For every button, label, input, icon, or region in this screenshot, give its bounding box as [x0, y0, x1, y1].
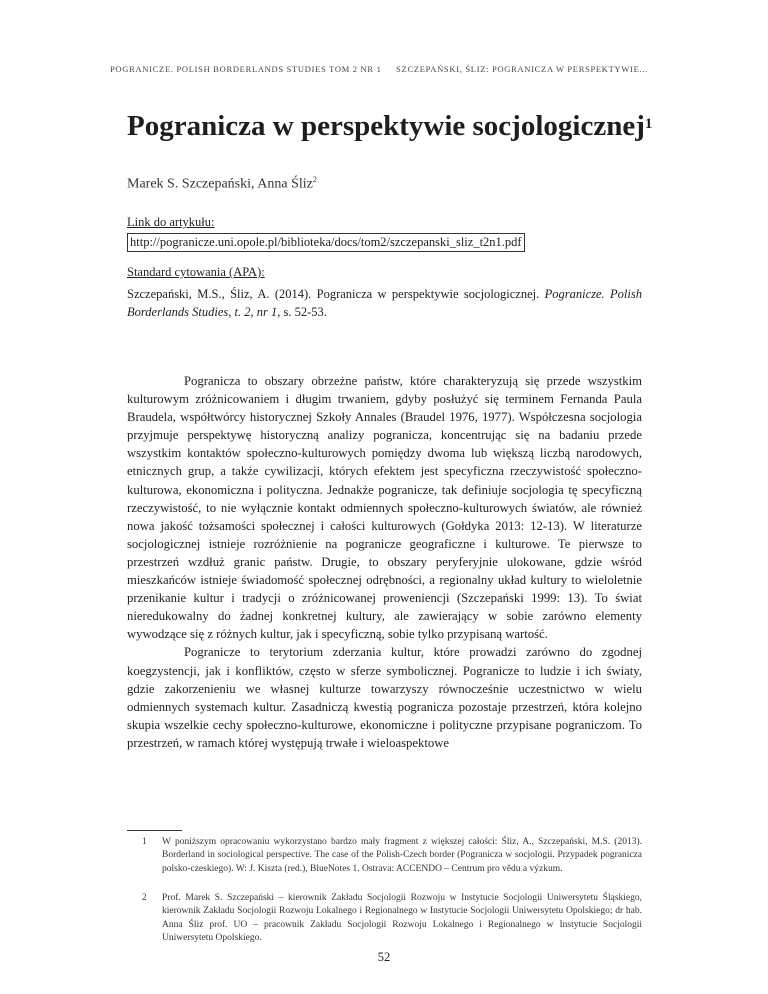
- link-label: Link do artykułu:: [127, 215, 215, 229]
- body-paragraph-2: Pogranicze to terytorium zderzania kultur, które prowadzi zarówno do zgodnej koegzystencji, jak i konfliktów, często w sferze symbolicznej. Pogranicze to ludzie i ich światy, gdzie zakorzenieniu we własnej kulturze towarzyszy równocześnie uczestnictwo w wielu odmiennych systemach kultur. Zasadniczą kwestią pogranicza pozostaje przestrzeń, która kolejno skupia wszelkie cechy społeczno-kulturowe, ekonomiczne i polityczne przypisane pograniczom. To przestrzeń, w ramach której występują trwałe i wieloaspektowe: [127, 645, 642, 750]
- footnote-1-number: 1: [142, 837, 147, 847]
- authors-footnote-marker[interactable]: 2: [312, 175, 317, 184]
- footnote-2-text: Prof. Marek S. Szczepański – kierownik Zakładu Socjologii Rozwoju w Instytucie Socjologii Uniwersytetu Śląskiego, kierownik Zakładu Socjologii Rozwoju Lokalnego i Regionalnego w Instytucie Socjologii Uniwersytetu Opolskiego; dr hab. Anna Śliz prof. UO – pracownik Zakładu Socjologii Rozwoju Lokalnego i Regionalnego w Instytucie Socjologii Uniwersytetu Opolskiego.: [162, 893, 642, 944]
- authors-text: Marek S. Szczepański, Anna Śliz: [127, 176, 313, 192]
- article-authors: [127, 175, 317, 193]
- footnote-divider: [127, 830, 182, 831]
- citation-label: Standard cytowania (APA):: [127, 265, 265, 279]
- citation-text: [127, 285, 642, 321]
- title-footnote-marker[interactable]: 1: [644, 116, 653, 132]
- article-body: [127, 372, 642, 752]
- citation-authors-title: Szczepański, M.S., Śliz, A. (2014). Pogranicza w perspektywie socjologicznej.: [127, 287, 545, 301]
- article-link[interactable]: http://pogranicze.uni.opole.pl/biblioteka/docs/tom2/szczepanski_sliz_t2n1.pdf: [127, 233, 525, 252]
- citation-pages: , s. 52-53.: [277, 305, 327, 319]
- running-header-journal: POGRANICZE. POLISH BORDERLANDS STUDIES TOM 2 NR 1: [110, 64, 382, 74]
- page-number: 52: [377, 950, 391, 964]
- running-header-authors: SZCZEPAŃSKI, ŚLIZ: POGRANICZA W PERSPEKTYWIE...: [396, 64, 648, 74]
- footnote-1: [127, 836, 642, 876]
- footnote-2-number: 2: [142, 893, 147, 903]
- body-paragraph-1: Pogranicza to obszary obrzeżne państw, które charakteryzują się przede wszystkim kulturowym zróżnicowaniem i długim trwaniem, gdyby posłużyć się terminem Fernanda Paula Braudela, współtwórcy historycznej Szkoły Annales (Braudel 1976, 1977). Współczesna socjologia przyjmuje perspektywę historyczną analizy pogranicza, koncentrując się na badaniu przede wszystkim kontaktów społeczno-kulturowych pomiędzy dwoma lub większą liczbą narodowych, etnicznych grup, a także cywilizacji, których efektem jest specyficzna rzeczywistość społeczno-kulturowa, ekonomiczna i polityczna. Jednakże pogranicze, tak definiuje socjologia tę specyficzną rzeczywistość, to nie wyłącznie kontakt odmiennych społeczno-kulturowych światów, ale również nowa jakość tożsamości społecznej i całości kulturowych (Gołdyka 2013: 12-13). W literaturze socjologicznej istnieje rozróżnienie na pogranicze geograficzne i kulturowe. Te pierwsze to przestrzeń wzdłuż granic państw. Drugie, to obszary peryferyjnie ulokowane, gdzie wśród mieszkańców istnieje świadomość społecznej odrębności, a regionalny układ kultury to wieloletnie przenikanie kultur i tradycji o zróżnicowanej proweniencji (Szczepański 1999: 13). To świat nieredukowalny do żadnej konkretnej kultury, ale zawierający w sobie zarówno elementy wywodzące się z różnych kultur, jak i specyficzną, sobie tylko przypisaną wartość.: [127, 374, 642, 642]
- article-title: [127, 110, 652, 142]
- citation-journal: Pogranicze. Polish Borderlands Studies, t. 2, nr 1: [127, 287, 642, 319]
- footnote-2: [127, 892, 642, 946]
- footnote-1-text: W poniższym opracowaniu wykorzystano bardzo mały fragment z większej całości: Śliz, A., Szczepański, M.S. (2013). Borderland in sociological perspective. The case of the Polish-Czech border (Pogranicza w socjologii. Przypadek pogranicza polsko-czeskiego). W: J. Kiszta (red.), BlueNotes 1. Ostrava: ACCENDO – Centrum pro vědu a výzkum.: [162, 837, 642, 874]
- article-title-text: Pogranicza w perspektywie socjologicznej: [127, 110, 645, 142]
